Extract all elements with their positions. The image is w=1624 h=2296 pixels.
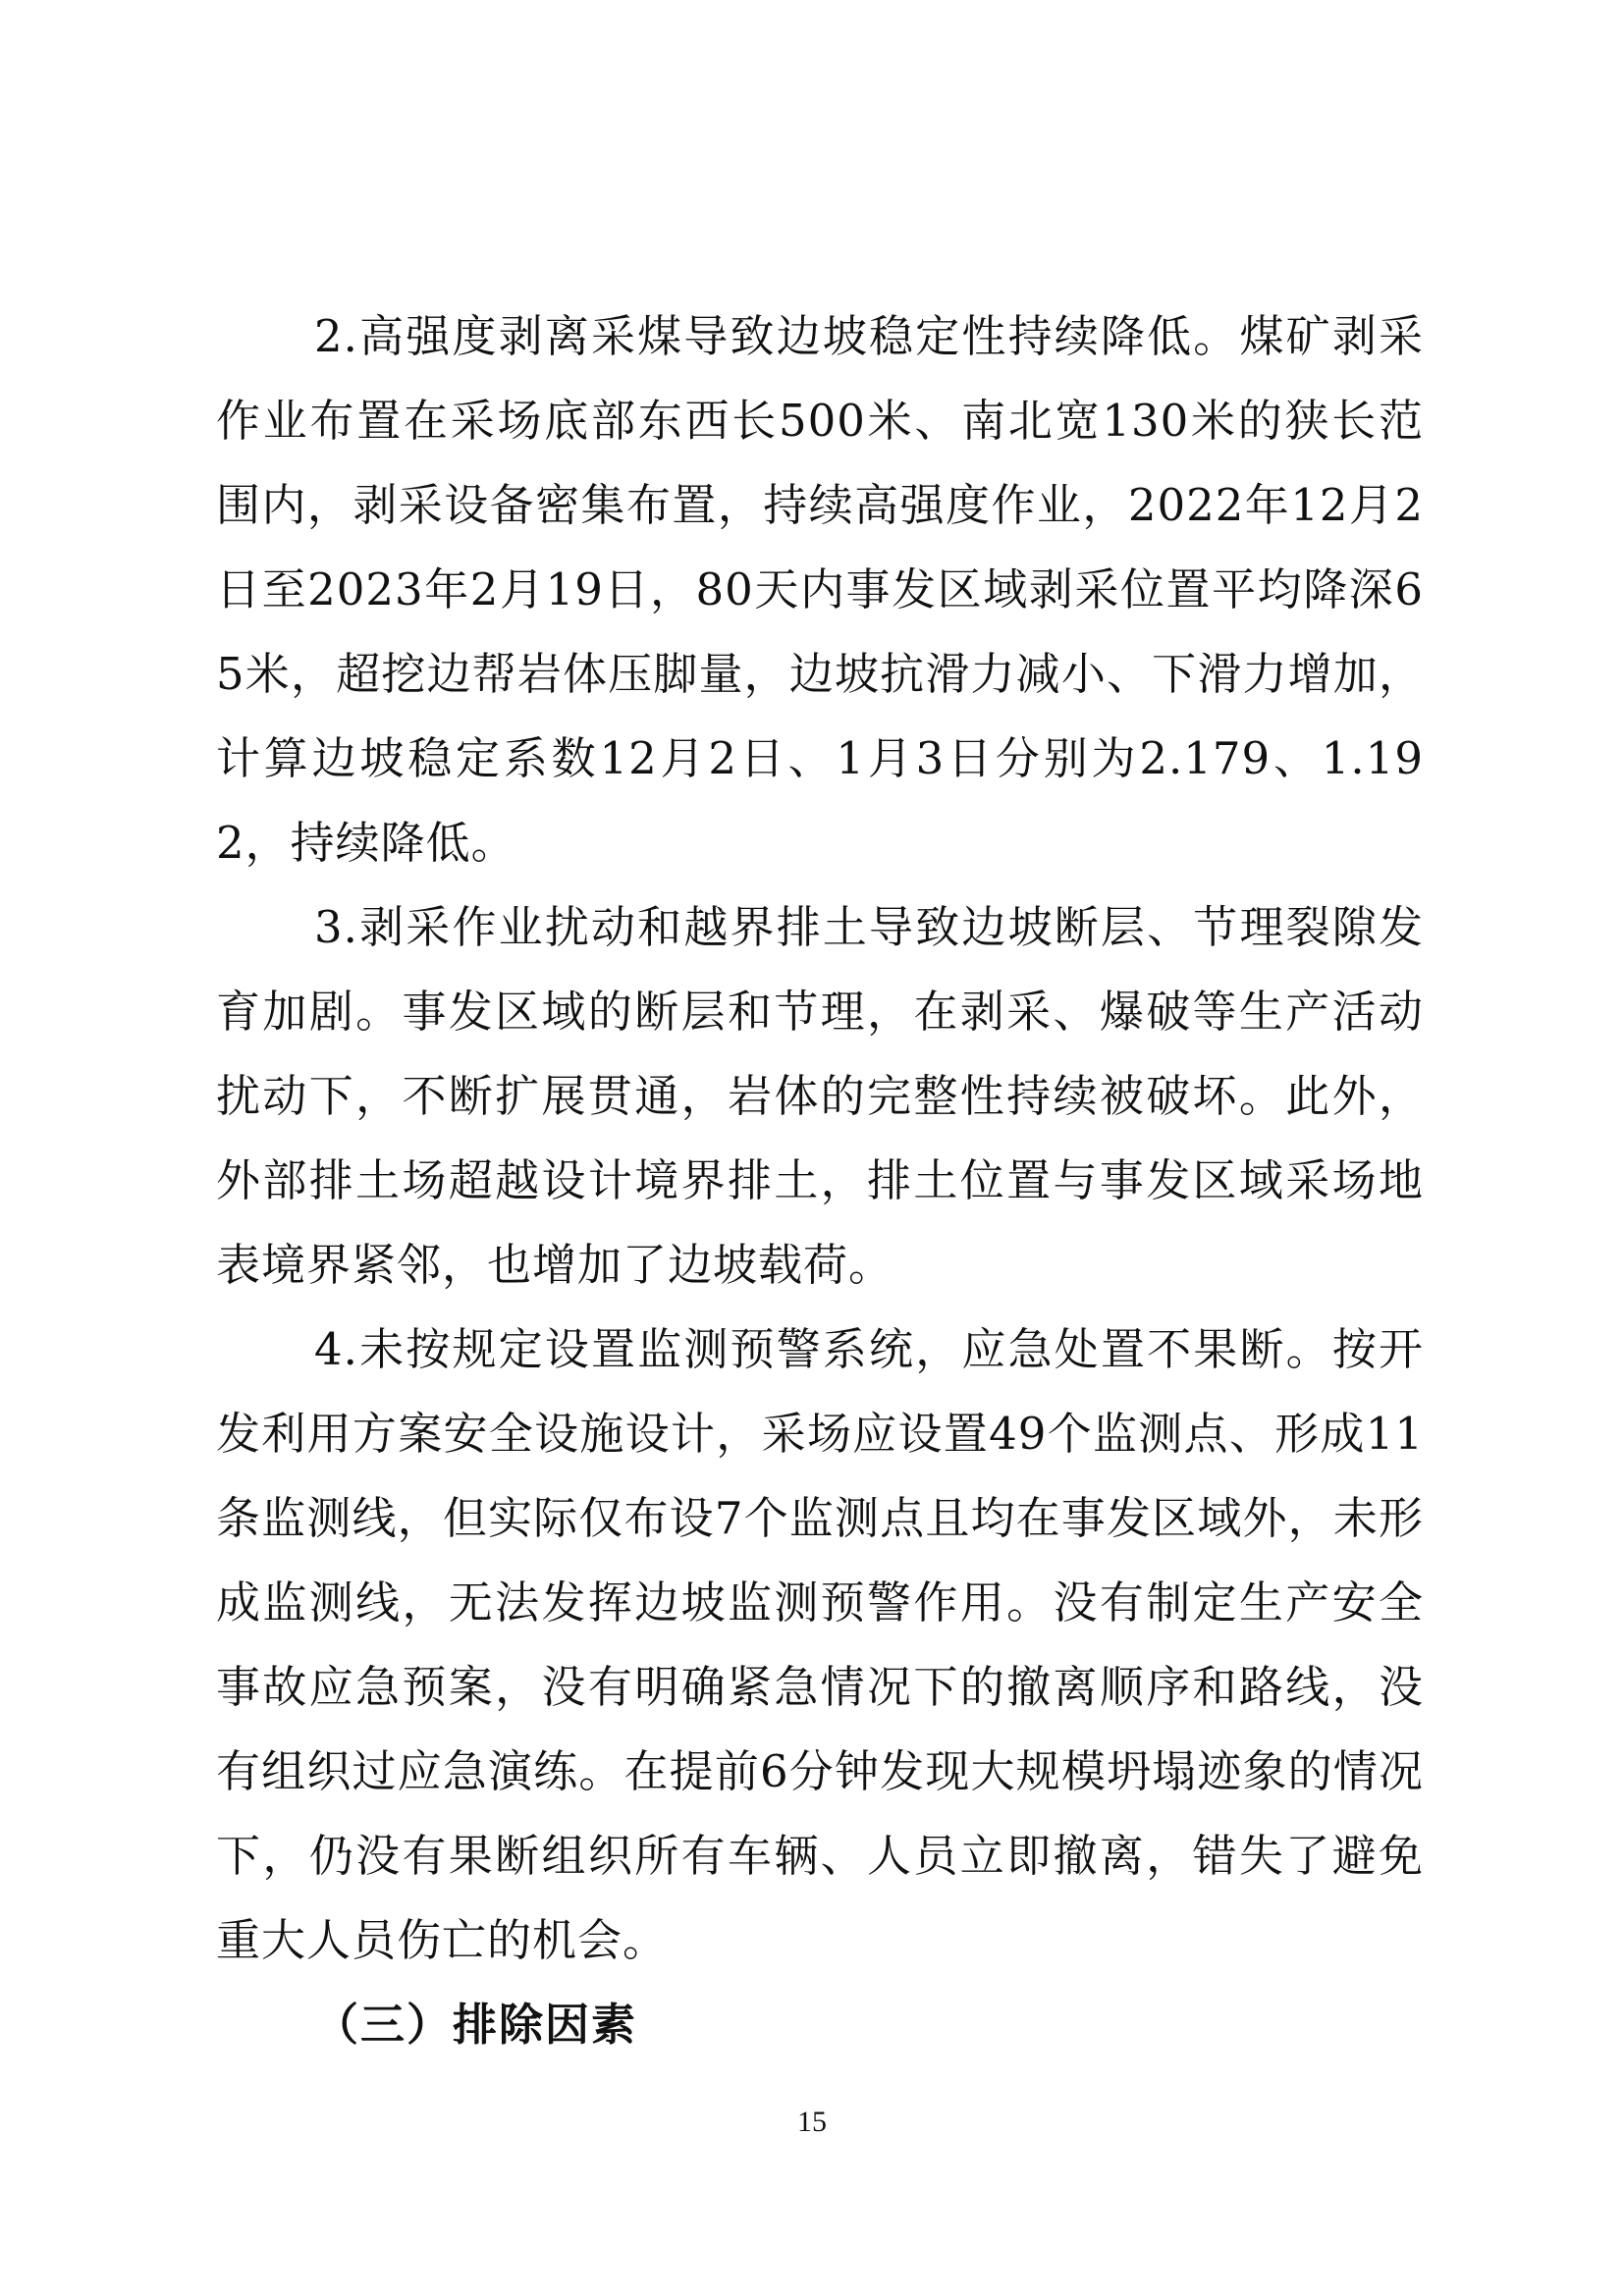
paragraph-2-slope-stability: 2.高强度剥离采煤导致边坡稳定性持续降低。煤矿剥采作业布置在采场底部东西长500米、南北宽130米的狭长范围内，剥采设备密集布置，持续高强度作业，2022年12月2日至2023年2月19日，80天内事发区域剥采位置平均降深65米，超挖边帮岩体压脚量，边坡抗滑力减小、下滑力增加，计算边坡稳定系数12月2日、1月3日分别为2.179、1.192，持续降低。 xyxy=(216,310,1424,869)
section-heading: （三）排除因素 xyxy=(314,1999,638,2051)
body-text xyxy=(216,294,1424,2067)
paragraph-4-monitoring-warning: 4.未按规定设置监测预警系统，应急处置不果断。按开发利用方案安全设施设计，采场应设置49个监测点、形成11条监测线，但实际仅布设7个监测点且均在事发区域外，未形成监测线，无法发挥边坡监测预警作用。没有制定生产安全事故应急预案，没有明确紧急情况下的撤离顺序和路线，没有组织过应急演练。在提前6分钟发现大规模坍塌迹象的情况下，仍没有果断组织所有车辆、人员立即撤离，错失了避免重大人员伤亡的机会。 xyxy=(216,1323,1424,1966)
page-number: 15 xyxy=(797,2106,827,2138)
paragraph-3-fault-disturbance: 3.剥采作业扰动和越界排土导致边坡断层、节理裂隙发育加剧。事发区域的断层和节理，在剥采、爆破等生产活动扰动下，不断扩展贯通，岩体的完整性持续被破坏。此外，外部排土场超越设计境界排土，排土位置与事发区域采场地表境界紧邻，也增加了边坡载荷。 xyxy=(216,901,1424,1291)
